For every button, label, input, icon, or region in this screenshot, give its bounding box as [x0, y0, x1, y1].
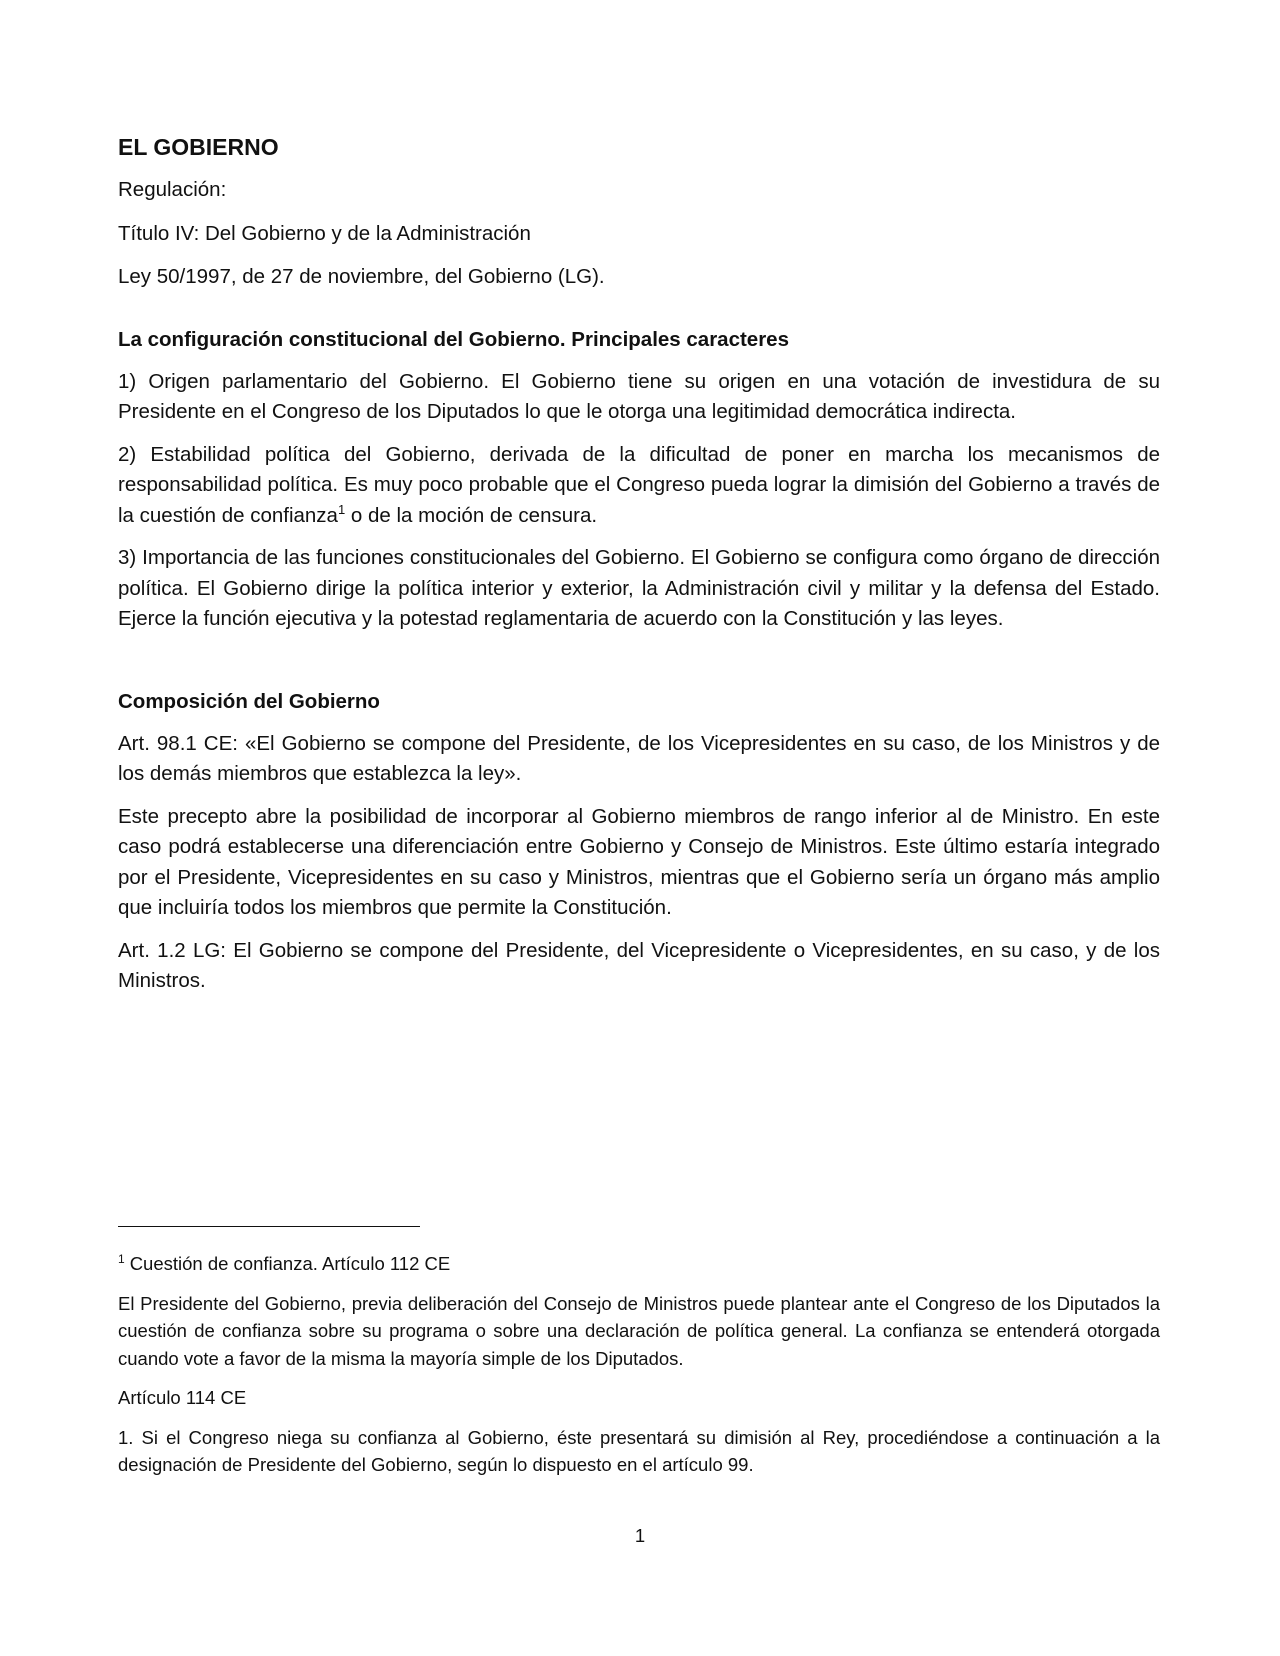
- footnote-divider: [118, 1226, 420, 1227]
- footnotes: [118, 1250, 1160, 1491]
- main-content: [118, 132, 1160, 1009]
- footnote-paragraph-112: El Presidente del Gobierno, previa deliberación del Consejo de Ministros puede plantear ante el Congreso de los Diputados la cuestión de confianza sobre su programa o sobre una declaración de política general. La confianza se entenderá otorgada cuando vote a favor de la misma la mayoría simple de los Diputados.: [118, 1292, 1160, 1369]
- footnote-paragraph-114: 1. Si el Congreso niega su confianza al Gobierno, éste presentará su dimisión al Rey, procediéndose a continuación a la designación de Presidente del Gobierno, según lo dispuesto en el artículo 99.: [118, 1426, 1160, 1475]
- regulation-law: Ley 50/1997, de 27 de noviembre, del Gobierno (LG).: [118, 265, 605, 288]
- paragraph-stability-end: o de la moción de censura.: [345, 503, 598, 527]
- document-title: EL GOBIERNO: [118, 134, 279, 160]
- footnote-reference[interactable]: 1: [337, 501, 346, 517]
- section-heading-configuration: La configuración constitucional del Gobierno. Principales caracteres: [118, 327, 789, 351]
- paragraph-origin: 1) Origen parlamentario del Gobierno. El Gobierno tiene su origen en una votación de investidura de su Presidente en el Congreso de los Diputados lo que le otorga una legitimidad democrática indirecta.: [118, 369, 1160, 423]
- paragraph-stability-text: 2) Estabilidad política del Gobierno, derivada de la dificultad de poner en marcha los mecanismos de responsabilidad política. Es muy poco probable que el Congreso pueda lograr la dimisión del Gobierno a través de la cuestión de confianza: [118, 442, 1160, 527]
- footnote-article-114: Artículo 114 CE: [118, 1387, 247, 1408]
- footnote-title-text: Cuestión de confianza. Artículo 112 CE: [129, 1253, 451, 1274]
- paragraph-stability: [118, 440, 1160, 532]
- footnote-title: [118, 1250, 1160, 1278]
- footnote-marker: 1: [118, 1251, 125, 1266]
- paragraph-functions: 3) Importancia de las funciones constitucionales del Gobierno. El Gobierno se configura como órgano de dirección política. El Gobierno dirige la política interior y exterior, la Administración civil y militar y la defensa del Estado. Ejerce la función ejecutiva y la potestad reglamentaria de acuerdo con la Constitución y las leyes.: [118, 546, 1160, 630]
- page-number: 1: [634, 1525, 646, 1546]
- section-heading-composition: Composición del Gobierno: [118, 689, 380, 713]
- paragraph-precept: Este precepto abre la posibilidad de incorporar al Gobierno miembros de rango inferior al de Ministro. En este caso podrá establecerse una diferenciación entre Gobierno y Consejo de Ministros. Este último estaría integrado por el Presidente, Vicepresidentes en su caso y Ministros, mientras que el Gobierno sería un órgano más amplio que incluiría todos los miembros que permite la Constitución.: [118, 804, 1160, 919]
- paragraph-art-1-2: Art. 1.2 LG: El Gobierno se compone del Presidente, del Vicepresidente o Vicepresidentes, en su caso, y de los Ministros.: [118, 938, 1160, 992]
- paragraph-art-98: Art. 98.1 CE: «El Gobierno se compone del Presidente, de los Vicepresidentes en su caso, de los Ministros y de los demás miembros que establezca la ley».: [118, 731, 1160, 785]
- regulation-label: Regulación:: [118, 178, 227, 201]
- regulation-title-iv: Título IV: Del Gobierno y de la Administración: [118, 221, 531, 245]
